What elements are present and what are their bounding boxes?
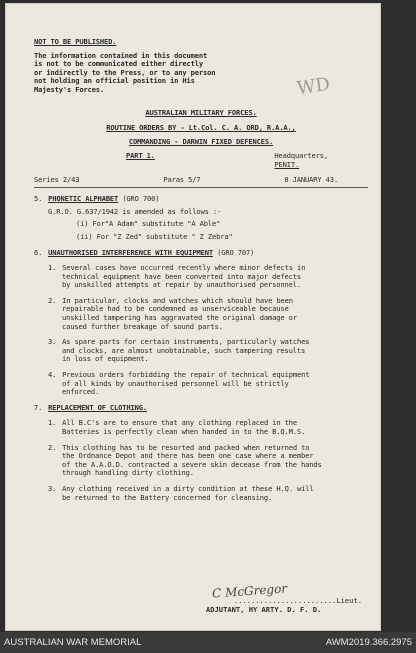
restriction-text: The information contained in this document is not to be communicated either directly or indirectly to the Press, or to any person not holding an official position in His Majesty's Forces. (34, 50, 216, 94)
section-6-title: UNAUTHORISED INTERFERENCE WITH EQUIPMENT (48, 247, 213, 257)
footer-institution: AUSTRALIAN WAR MEMORIAL (4, 637, 142, 648)
archive-footer (0, 632, 416, 653)
section-5: 5. PHONETIC ALPHABET (GRO 700) G.R.O. G.637/1942 is amended as follows :- (i) For"A Adam" substitute "A Able" (ii) For "Z Zed" substitute " Z Zebra" (34, 194, 233, 241)
date-label: 8 JANUARY 43. (284, 174, 338, 184)
part-label: PART 1. (126, 151, 155, 161)
rank-label: Lieut. (336, 596, 362, 605)
paras-label: Paras 5/7 (163, 174, 201, 184)
section-7-para-3: 3. Any clothing received in a dirty condition at these H.Q. will be returned to the Battery concerned for cleansing. (48, 483, 314, 502)
hq-label: Headquarters, PENIT. (274, 151, 328, 169)
section-7-title: REPLACEMENT OF CLOTHING. (48, 402, 148, 412)
org-title: AUSTRALIAN MILITARY FORCES. (145, 107, 257, 117)
section-6-para-3: 3. As spare parts for certain instruments, particularly watches and clocks, are almost unobtainable, such tampering results in loss of equipment. (48, 337, 310, 364)
routine-orders-line: ROUTINE ORDERS BY - Lt.Col. C. A. ORD, R.A.A., (106, 123, 296, 133)
section-7-para-2: 2. This clothing has to be resorted and packed when returned to the Ordnance Depot and there has been one case where a member of the A.A.O.D. contracted a severe skin decease from the hands through handling dirty clothing. (48, 442, 322, 478)
footer-accession-number: AWM2019.366.2975 (325, 637, 412, 648)
section-6-para-1: 1. Several cases have occurred recently where minor defects in technical equipment have been converted into major defects by unskilled attempts at repair by unauthorised personnel. (48, 263, 306, 290)
part-row (34, 152, 368, 169)
section-6-para-4: 4. Previous orders forbidding the repair of technical equipment of all kinds by unauthorised personnel will be strictly enforced. (48, 370, 310, 397)
section-5-title: PHONETIC ALPHABET (48, 194, 119, 204)
signature-block: ........................Lieut. ADJUTANT, HY ARTY. D. F. D. (206, 596, 362, 614)
section-6: 6. UNAUTHORISED INTERFERENCE WITH EQUIPMENT (GRO 707) 1. Several cases have occurred recently where minor defects in technical equipment have been converted into major defects by unskilled attempts at repair by unauthorised personnel. 2. In particular, clocks and watches which should have been repairable had to be condemned as unserviceable because unskilled tampering has aggravated the original damage or caused further breakage of sound parts. 3. As spare parts for certain instruments, particularly watches and clocks, are almost unobtainable, such tampering results in loss of equipment. 4. Previous orders forbidding the repair of technical equipment of all kinds by unauthorised personnel will be strictly enforced. (34, 249, 368, 397)
divider (34, 187, 368, 188)
series-row (34, 176, 368, 185)
section-7-para-1: 1. All B.C's are to ensure that any clothing replaced in the Batteries is perfectly clean when handed in to the B.Q.M.S. (48, 418, 306, 436)
series-label: Series 2/43 (34, 174, 80, 184)
commanding-line: COMMANDING - DARWIN FIXED DEFENCES. (128, 136, 274, 146)
restriction-title: NOT TO BE PUBLISHED. (34, 37, 117, 46)
section-6-para-2: 2. In particular, clocks and watches which should have been repairable had to be condemned as unserviceable because unskilled tampering has aggravated the original damage or caused further breakage of sound parts. (48, 295, 297, 331)
adjutant-title: ADJUTANT, HY ARTY. D. F. D. (206, 605, 322, 614)
order-document (34, 38, 368, 502)
section-7: 7. REPLACEMENT OF CLOTHING. 1. All B.C's are to ensure that any clothing replaced in the Batteries is perfectly clean when handed in to the B.Q.M.S. 2. This clothing has to be resorted and packed when returned to the Ordnance Depot and there has been one case where a member of the A.A.O.D. contracted a severe skin decease from the hands through handling dirty clothing. 3. Any clothing received in a dirty condition at these H.Q. will be returned to the Battery concerned for cleansing. (34, 404, 368, 502)
handwritten-signature: C McGregor (211, 581, 288, 601)
pencil-annotation: WD (295, 73, 332, 100)
